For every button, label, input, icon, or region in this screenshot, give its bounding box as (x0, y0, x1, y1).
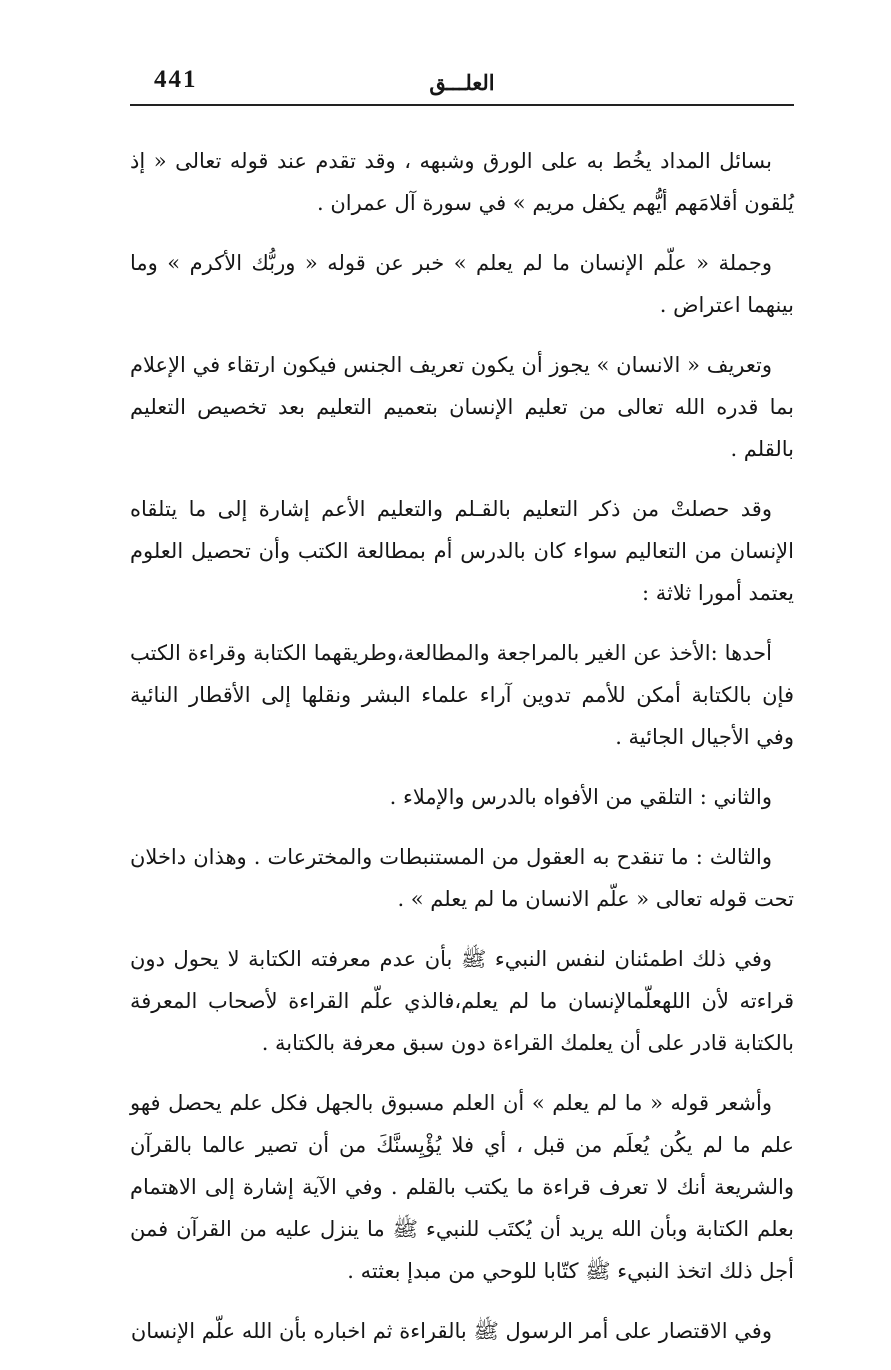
paragraph: وفي ذلك اطمئنان لنفس النبيء ﷺ بأن عدم معرفته الكتابة لا يحول دون قراءته لأن اللهعلّمالإنسان ما لم يعلم،فالذي علّم القراءة لأصحاب المعرفة بالكتابة قادر على أن يعلمك القراءة دون سبق معرفة بالكتابة . (130, 947, 794, 1055)
paragraph: بسائل المداد يخُط به على الورق وشبهه ، وقد تقدم عند قوله تعالى « إذ يُلقون أقلامَهم أيُّهم يكفل مريم » في سورة آل عمران . (130, 149, 794, 215)
header-divider (130, 104, 794, 106)
paragraph: وأشعر قوله « ما لم يعلم » أن العلم مسبوق بالجهل فكل علم يحصل فهو علم ما لم يكُن يُعلَم من قبل ، أي فلا يُؤْيِسنَّكَ من أن تصير عالما بالقرآن والشريعة أنك لا تعرف قراءة ما يكتب بالقلم . وفي الآية إشارة إلى الاهتمام بعلم الكتابة وبأن الله يريد أن يُكتَب للنبيء ﷺ ما ينزل عليه من القرآن فمن أجل ذلك اتخذ النبيء ﷺ كتّابا للوحي من مبدإ بعثته . (130, 1091, 794, 1283)
paragraph: وفي الاقتصار على أمر الرسول ﷺ بالقراءة ثم اخباره بأن الله علّم الإنسان (130, 1319, 772, 1343)
paragraph: والثالث : ما تنقدح به العقول من المستنبطات والمخترعات . وهذان داخلان تحت قوله تعالى « علّم الانسان ما لم يعلم » . (130, 845, 794, 911)
paragraph: أحدها :الأخذ عن الغير بالمراجعة والمطالعة،وطريقهما الكتابة وقراءة الكتب فإن بالكتابة أمكن للأمم تدوين آراء علماء البشر ونقلها إلى الأقطار النائية وفي الأجيال الجائية . (130, 641, 794, 749)
paragraph: وتعريف « الانسان » يجوز أن يكون تعريف الجنس فيكون ارتقاء في الإعلام بما قدره الله تعالى من تعليم الإنسان بتعميم التعليم بعد تخصيص التعليم بالقلم . (130, 353, 794, 461)
paragraph: والثاني : التلقي من الأفواه بالدرس والإملاء . (389, 785, 772, 809)
chapter-title: العلـــق (429, 70, 495, 95)
paragraph: وقد حصلتْ من ذكر التعليم بالقـلم والتعليم الأعم إشارة إلى ما يتلقاه الإنسان من التعاليم سواء كان بالدرس أم بمطالعة الكتب وأن تحصيل العلوم يعتمد أمورا ثلاثة : (130, 497, 794, 605)
page-number: 441 (154, 66, 198, 93)
body-text (130, 140, 794, 1370)
paragraph: وجملة « علّم الإنسان ما لم يعلم » خبر عن قوله « وربُّك الأكرم » وما بينهما اعتراض . (130, 251, 794, 317)
running-head (130, 62, 794, 104)
